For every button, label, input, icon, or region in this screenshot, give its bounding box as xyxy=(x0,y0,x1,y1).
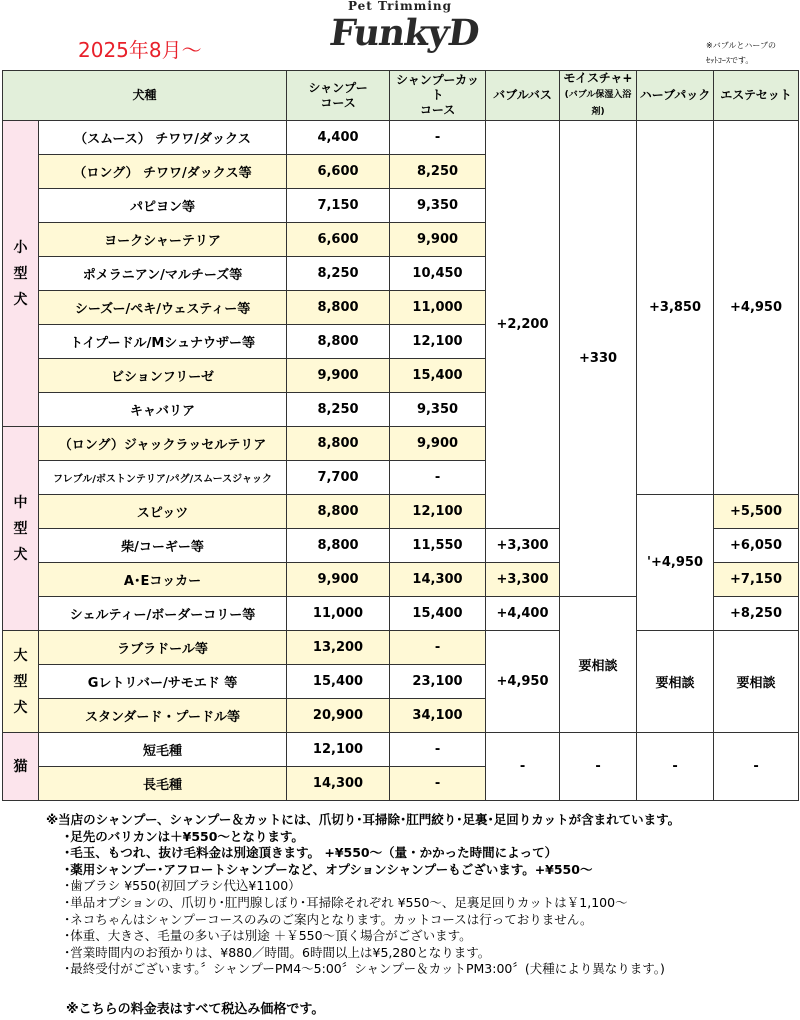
shampoo-price: 7,150 xyxy=(287,189,390,223)
date-label: 2025年8月～ xyxy=(78,38,202,62)
logo-wordmark: FunkyD xyxy=(327,12,482,54)
breed-name: ビションフリーゼ xyxy=(39,359,287,393)
moist-large: 要相談 xyxy=(560,597,637,733)
table-row xyxy=(3,495,799,529)
cut-price: - xyxy=(390,733,486,767)
moist-cat: - xyxy=(560,733,637,801)
este-large: 要相談 xyxy=(714,631,799,733)
breed-name: パピヨン等 xyxy=(39,189,287,223)
tax-note: ※こちらの料金表はすべて税込み価格です。 xyxy=(66,1002,325,1017)
breed-name: 長毛種 xyxy=(39,767,287,801)
note-line: ･最終受付がございます。〞シャンプーPM4～5:00〞シャンプー＆カットPM3:00〞(犬種により異なります。) xyxy=(64,961,665,977)
shampoo-price: 8,800 xyxy=(287,529,390,563)
note-line: ･足先のバリカンは＋¥550～となります。 xyxy=(64,828,304,844)
shampoo-price: 14,300 xyxy=(287,767,390,801)
note-line: ･営業時間内のお預かりは、¥880／時間。6時間以上は¥5,280となります。 xyxy=(64,944,491,960)
note-line: ･体重、大きさ、毛量の多い子は別途 ＋￥550～頂く場合がございます。 xyxy=(64,928,472,944)
category-large: 大 型 犬 xyxy=(3,631,39,733)
este-sheltie: +8,250 xyxy=(714,597,799,631)
header-este: エステセット xyxy=(714,71,799,121)
herb-large: 要相談 xyxy=(637,631,714,733)
este-small: +4,950 xyxy=(714,121,799,495)
este-cat: - xyxy=(714,733,799,801)
shampoo-price: 6,600 xyxy=(287,155,390,189)
shampoo-price: 6,600 xyxy=(287,223,390,257)
bubble-large: +4,950 xyxy=(486,631,560,733)
bubble-cat: - xyxy=(486,733,560,801)
table-row xyxy=(3,631,799,665)
cut-price: 23,100 xyxy=(390,665,486,699)
cut-price: 9,900 xyxy=(390,427,486,461)
bubble-sheltie: +4,400 xyxy=(486,597,560,631)
shampoo-price: 8,800 xyxy=(287,291,390,325)
breed-name: Gレトリバー/サモエド 等 xyxy=(39,665,287,699)
cut-price: - xyxy=(390,121,486,155)
cut-price: 11,000 xyxy=(390,291,486,325)
price-table xyxy=(2,70,799,801)
table-row xyxy=(3,121,799,155)
cut-price: - xyxy=(390,461,486,495)
breed-name: スピッツ xyxy=(39,495,287,529)
shampoo-price: 8,250 xyxy=(287,257,390,291)
breed-name: （スムース） チワワ/ダックス xyxy=(39,121,287,155)
breed-name: A･Eコッカー xyxy=(39,563,287,597)
note-line: ･ネコちゃんはシャンプーコースのみのご案内となります。カットコースは行っておりません。 xyxy=(64,911,593,927)
breed-name: （ロング） チワワ/ダックス等 xyxy=(39,155,287,189)
cut-price: 10,450 xyxy=(390,257,486,291)
shampoo-price: 15,400 xyxy=(287,665,390,699)
shampoo-price: 12,100 xyxy=(287,733,390,767)
breed-name: キャバリア xyxy=(39,393,287,427)
cut-price: 9,350 xyxy=(390,189,486,223)
breed-name: ラブラドール等 xyxy=(39,631,287,665)
category-small: 小 型 犬 xyxy=(3,121,39,427)
logo-subtitle: Pet Trimming xyxy=(347,0,453,13)
cut-price: - xyxy=(390,631,486,665)
cut-price: 15,400 xyxy=(390,597,486,631)
note-line: ･毛玉、もつれ、抜け毛料金は別途頂きます。 +¥550～（量・かかった時間によって） xyxy=(64,845,558,861)
shampoo-price: 8,800 xyxy=(287,495,390,529)
note-line: ･歯ブラシ ¥550(初回ブラシ代込¥1100） xyxy=(64,878,301,894)
cut-price: 8,250 xyxy=(390,155,486,189)
herb-medium: '+4,950 xyxy=(637,495,714,631)
breed-name: ポメラニアン/マルチーズ等 xyxy=(39,257,287,291)
shampoo-price: 11,000 xyxy=(287,597,390,631)
herb-small: +3,850 xyxy=(637,121,714,495)
shampoo-price: 8,800 xyxy=(287,427,390,461)
shampoo-price: 9,900 xyxy=(287,359,390,393)
bubble-shiba: +3,300 xyxy=(486,529,560,563)
shampoo-price: 8,250 xyxy=(287,393,390,427)
cut-price: 12,100 xyxy=(390,325,486,359)
shampoo-price: 8,800 xyxy=(287,325,390,359)
cut-price: 9,900 xyxy=(390,223,486,257)
top-note-line: ｾｯﾄｺｰｽです。 xyxy=(706,56,754,65)
moist-main: +330 xyxy=(560,121,637,597)
este-spitz: +5,500 xyxy=(714,495,799,529)
top-note xyxy=(706,38,776,68)
bubble-small: +2,200 xyxy=(486,121,560,529)
cut-price: 14,300 xyxy=(390,563,486,597)
breed-name: スタンダード・プードル等 xyxy=(39,699,287,733)
breed-name: シェルティー/ボーダーコリー等 xyxy=(39,597,287,631)
cut-price: 12,100 xyxy=(390,495,486,529)
shampoo-price: 20,900 xyxy=(287,699,390,733)
breed-name: フレブル/ボストンテリア/パグ/スムースジャック xyxy=(39,461,287,495)
cut-price: 9,350 xyxy=(390,393,486,427)
breed-name: シーズー/ペキ/ウェスティー等 xyxy=(39,291,287,325)
header-shampoo: シャンプー コース xyxy=(287,71,390,121)
shampoo-price: 9,900 xyxy=(287,563,390,597)
breed-name: 短毛種 xyxy=(39,733,287,767)
cut-price: - xyxy=(390,767,486,801)
header-moist: モイスチャ+ (バブル保湿入浴剤) xyxy=(560,71,637,121)
table-row xyxy=(3,733,799,767)
header-bubble: バブルバス xyxy=(486,71,560,121)
este-shiba: +6,050 xyxy=(714,529,799,563)
category-medium: 中 型 犬 xyxy=(3,427,39,631)
header-breed: 犬種 xyxy=(3,71,287,121)
header-cut: シャンプーカット コース xyxy=(390,71,486,121)
shampoo-price: 7,700 xyxy=(287,461,390,495)
breed-name: トイプードル/Mシュナウザー等 xyxy=(39,325,287,359)
cut-price: 34,100 xyxy=(390,699,486,733)
category-cat: 猫 xyxy=(3,733,39,801)
header-herb: ハーブパック xyxy=(637,71,714,121)
breed-name: （ロング）ジャックラッセルテリア xyxy=(39,427,287,461)
notes-main: ※当店のシャンプー、シャンプー＆カットには、爪切り･耳掃除･肛門絞り･足裏･足回りカットが含まれています。 xyxy=(46,812,681,827)
top-note-line: ※バブルとハーブの xyxy=(706,41,776,50)
cut-price: 11,550 xyxy=(390,529,486,563)
cut-price: 15,400 xyxy=(390,359,486,393)
breed-name: ヨークシャーテリア xyxy=(39,223,287,257)
note-line: ･単品オプションの、爪切り･肛門腺しぼり･耳掃除それぞれ ¥550～、足裏足回りカットは￥1,100～ xyxy=(64,894,628,910)
header-row xyxy=(3,71,799,121)
shampoo-price: 13,200 xyxy=(287,631,390,665)
note-line: ･薬用シャンプー･アフロートシャンプーなど、オプションシャンプーもございます。+¥550～ xyxy=(64,861,593,877)
breed-name: 柴/コーギー等 xyxy=(39,529,287,563)
este-cocker: +7,150 xyxy=(714,563,799,597)
herb-cat: - xyxy=(637,733,714,801)
logo xyxy=(327,0,482,64)
notes-section xyxy=(46,812,680,978)
bubble-cocker: +3,300 xyxy=(486,563,560,597)
shampoo-price: 4,400 xyxy=(287,121,390,155)
